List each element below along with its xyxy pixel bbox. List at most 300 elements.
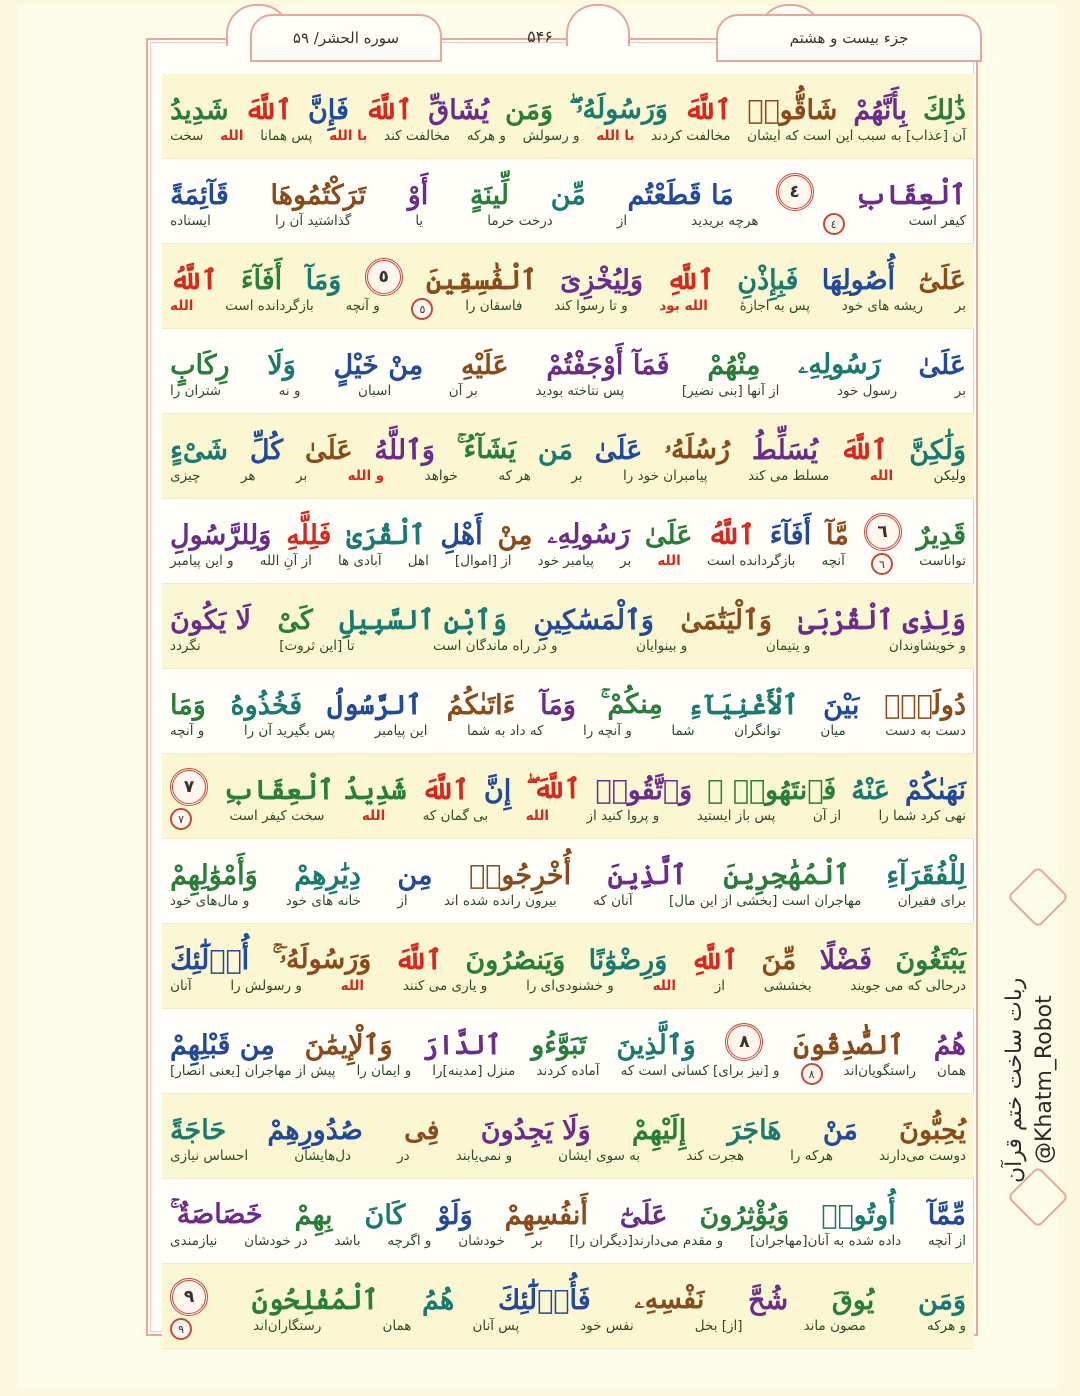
arabic-word: مَّآ — [825, 520, 849, 551]
translation-word: شتران را — [170, 383, 222, 399]
verse-line — [162, 499, 974, 584]
arabic-word: وَمَآ — [540, 690, 576, 721]
arabic-word: مَن — [537, 435, 573, 466]
translation-word: به سوی ایشان — [558, 1148, 641, 1164]
arabic-word: ٱللَّهُ — [707, 520, 755, 551]
arabic-word: لِّينَةٍ — [470, 180, 509, 211]
arabic-word: ٱللَّهَ — [244, 95, 292, 126]
arabic-word: أَنفُسِهِمْ — [504, 1200, 588, 1231]
translation-word: از آنِ الله — [259, 553, 312, 569]
arabic-word: كُلِّ — [249, 435, 284, 466]
translation-word: شما — [671, 723, 695, 739]
arabic-word: أُخْرِجُوا۟ — [468, 860, 572, 891]
arabic-line — [162, 754, 974, 806]
translation-word: درحالی که می جویند — [850, 978, 966, 994]
translation-word: آبادی ها — [337, 553, 382, 569]
persian-translation-line — [162, 551, 974, 581]
arabic-word: وَٱلْيَتَٰمَىٰ — [680, 605, 772, 636]
translation-word: و نمی‌یابند — [455, 1148, 513, 1164]
arabic-word: حَاجَةً — [170, 1115, 227, 1146]
translation-word: پس آنان — [472, 1318, 520, 1334]
arabic-word: وَلِذِى ٱلْقُرْبَىٰ — [798, 605, 966, 636]
arabic-word: ٱلْأَغْنِيَآءِ — [687, 690, 799, 721]
arabic-word: بِأَنَّهُمْ — [853, 95, 908, 126]
arabic-line — [162, 669, 974, 721]
translation-word: کیفر است — [908, 213, 966, 229]
arabic-word: ٱللَّهَ — [683, 95, 732, 126]
translation-word: از آنچه — [927, 1233, 966, 1249]
translation-word: و اگرچه — [387, 1233, 432, 1249]
translation-word: و مال‌های خود — [170, 893, 250, 909]
translation-word: و هرکه — [926, 1318, 966, 1334]
translation-word: و هرکه — [466, 128, 506, 144]
persian-translation-line — [162, 1146, 974, 1176]
persian-translation-line — [162, 976, 974, 1006]
ayah-number-small: ٤ — [823, 213, 845, 235]
translation-word: با الله — [596, 128, 635, 144]
translation-word: بازگردانده است — [706, 553, 796, 569]
translation-word: چیزی — [170, 468, 201, 484]
arabic-word: مِّمَّآ — [927, 1200, 966, 1231]
translation-word: فاسقان را — [465, 298, 523, 314]
persian-translation-line — [162, 296, 974, 326]
arabic-word: لَا يَكُونَ — [170, 605, 252, 636]
arabic-word: يُشَاقِّ — [428, 95, 490, 126]
translation-word: و یاری می کنند — [402, 978, 488, 994]
translation-word: مسلط می کند — [748, 468, 830, 484]
arabic-word: ٱلَّذِينَ — [607, 860, 687, 891]
translation-word: رسول خود — [836, 383, 898, 399]
translation-word: بر — [531, 1233, 543, 1249]
arabic-word: بَيْنَ — [823, 690, 860, 721]
persian-translation-line — [162, 1061, 974, 1091]
translation-word: خانه های خود — [285, 893, 361, 909]
arabic-word: وَرَسُولَهُۥٓ ۚ — [272, 944, 372, 975]
arabic-word: فَٱنتَهُوا۟ ۚ — [707, 775, 837, 806]
translation-word: بر — [620, 553, 632, 569]
translation-word: الله — [170, 298, 194, 314]
translation-word: دل‌هایشان — [294, 1148, 352, 1164]
verse-line — [162, 924, 974, 1009]
arabic-line — [162, 1094, 974, 1146]
ayah-number-small: ٨ — [801, 1063, 823, 1085]
persian-translation-line — [162, 466, 974, 496]
translation-word: بخششی — [763, 978, 812, 994]
arabic-word: أَهْلِ — [440, 520, 483, 551]
translation-word: الله — [657, 553, 681, 569]
translation-word: بر — [296, 468, 308, 484]
arabic-word: وَٱللَّهُ — [374, 435, 435, 466]
persian-translation-line — [162, 636, 974, 666]
translation-word: نفس خود — [580, 1318, 634, 1334]
arabic-word: مَنْ — [822, 1115, 858, 1146]
translation-word: تا [این ثروت] — [279, 638, 355, 654]
verse-line — [162, 159, 974, 244]
translation-word: ایستاده — [170, 213, 211, 229]
translation-word: و الله — [347, 468, 385, 484]
translation-word: پس همانا — [260, 128, 313, 144]
translation-word: هر که — [498, 468, 531, 484]
translation-word: با الله — [329, 128, 368, 144]
arabic-line — [162, 1179, 974, 1231]
arabic-word: وَلَا يَجِدُونَ — [480, 1115, 591, 1146]
translation-word: که داد به شما — [466, 723, 544, 739]
translation-word: از — [397, 893, 408, 909]
translation-word: الله — [525, 808, 550, 824]
arabic-word: مَا قَطَعْتُم — [627, 180, 734, 211]
translation-word: ولیکن — [933, 468, 966, 484]
arabic-word: فَبِإِذْنِ — [737, 265, 799, 296]
arabic-word: وَٱلْإِيمَٰنَ — [304, 1030, 393, 1061]
surah-label: سوره الحشر/ ۵۹ — [250, 14, 442, 62]
arabic-word: قَدِيرٌ — [916, 520, 966, 551]
arabic-word: مِنْ — [497, 520, 533, 551]
arabic-word: هَاجَرَ — [727, 1115, 782, 1146]
persian-translation-line — [162, 891, 974, 921]
arabic-word: مِن — [397, 860, 433, 891]
arabic-word: شَىْءٍ — [170, 435, 228, 466]
arabic-line — [162, 244, 974, 296]
arabic-word: ٱلرَّسُولُ — [326, 690, 422, 721]
arabic-word: ءَاتَىٰكُمُ — [446, 690, 516, 721]
persian-translation-line — [162, 381, 974, 411]
translation-word: بر آن — [448, 383, 478, 399]
persian-translation-line — [162, 211, 974, 241]
arabic-word: نَهَىٰكُمْ — [905, 775, 966, 806]
arabic-word: وَلَوْ — [437, 1200, 473, 1231]
arabic-word: ذَٰلِكَ — [922, 95, 966, 126]
arabic-word: مِن قَبْلِهِمْ — [170, 1030, 275, 1061]
arabic-word: فَضْلًا — [819, 945, 873, 976]
arabic-word: وَلَٰكِنَّ — [909, 435, 966, 466]
translation-word: الله — [220, 128, 244, 144]
verse-line — [162, 414, 974, 499]
arabic-word: يُوقَ — [831, 1285, 875, 1316]
ayah-number-small: ٦ — [871, 553, 893, 575]
translation-word: و آنچه — [170, 723, 205, 739]
arabic-word: أُصُولِهَا — [821, 265, 896, 296]
arabic-word: قَآئِمَةً — [170, 180, 229, 211]
translation-word: یا — [415, 213, 424, 229]
arabic-word: أَفَآءَ — [769, 520, 812, 551]
translation-word: راستگویان‌اند — [843, 1063, 917, 1079]
translation-word: نهی کرد شما را — [878, 808, 966, 824]
translation-word: سخت کیفر است — [229, 808, 325, 824]
arabic-line — [162, 1264, 974, 1316]
translation-word: اهل — [407, 553, 429, 569]
arabic-word: مِنْهُمْ — [707, 350, 761, 381]
translation-word: آنان — [170, 978, 192, 994]
translation-word: گذاشتید آن را — [274, 213, 352, 229]
translation-word: از [اموال] — [454, 553, 512, 569]
arabic-word: وَٱبْنِ ٱلسَّبِيلِ — [339, 605, 507, 636]
translation-word: مخالفت کردند — [651, 128, 731, 144]
arabic-word: فَلِلَّهِ — [286, 520, 332, 551]
persian-translation-line — [162, 806, 974, 836]
translation-word: هر — [240, 468, 256, 484]
translation-word: احساس نیازی — [170, 1148, 249, 1164]
translation-word: و در راه ماندگان است — [433, 638, 558, 654]
ayah-number-marker: ٦ — [864, 513, 902, 551]
arabic-line — [162, 499, 974, 551]
arabic-word: ٱللَّهَ — [394, 945, 443, 976]
translation-word: دوست می‌دارند — [879, 1148, 966, 1164]
translation-word: از — [616, 213, 628, 229]
arabic-line — [162, 159, 974, 211]
translation-word: الله — [361, 808, 386, 824]
arabic-word: عَلَىٰ — [594, 435, 643, 466]
arabic-word: لِلْفُقَرَآءِ — [886, 860, 966, 891]
arabic-word: ٱللَّهَ — [421, 775, 469, 806]
translation-word: باشد — [334, 1233, 361, 1249]
arabic-word: رُسُلَهُۥ — [664, 434, 731, 465]
arabic-word: مِّن — [550, 180, 586, 211]
translation-word: و نه — [278, 383, 301, 399]
arabic-word: يَبْتَغُونَ — [895, 945, 966, 976]
arabic-word: إِلَيْهِمْ — [631, 1115, 687, 1146]
arabic-word: وَمَن — [917, 1285, 966, 1316]
arabic-line — [162, 329, 974, 381]
translation-word: از آنها [بنی نضیر] — [681, 383, 780, 399]
ayah-number-marker: ٤ — [776, 173, 814, 211]
arabic-word: ٱللَّهِ — [666, 265, 714, 296]
arabic-word: ٱلصَّٰدِقُونَ — [793, 1030, 904, 1061]
ayah-number-marker: ٨ — [725, 1023, 763, 1061]
translation-word: بر — [571, 468, 583, 484]
translation-word: خودشان — [458, 1233, 505, 1249]
translation-word: هرچه بریدید — [691, 213, 759, 229]
translation-word: و [نیز برای] کسانی است که — [620, 1063, 780, 1079]
arabic-word: رَسُولِهِۦ — [547, 519, 630, 550]
verse-line — [162, 1009, 974, 1094]
translation-word: و تا رسوا کند — [554, 298, 628, 314]
arabic-word: هُمُ — [933, 1030, 966, 1061]
arabic-word: فَمَآ أَوْجَفْتُمْ — [546, 350, 670, 381]
arabic-word: عَلَيْهِ — [461, 350, 509, 381]
translation-word: و یتیمان — [765, 638, 811, 654]
translation-word: دست به دست — [885, 723, 966, 739]
arabic-word: مِنكُمْ ۚ — [600, 689, 663, 720]
ayah-number-small: ٧ — [170, 808, 192, 830]
arabic-word: مِنْ خَيْلٍ — [333, 350, 424, 381]
translation-word: اسبان — [358, 383, 392, 399]
translation-word: بر — [954, 383, 966, 399]
arabic-word: نَفْسِهِۦ — [634, 1284, 705, 1315]
arabic-word: ٱلْمُفْلِحُونَ — [251, 1285, 379, 1316]
translation-word: الله — [340, 978, 365, 994]
arabic-word: ٱلْمُهَٰجِرِينَ — [723, 860, 850, 891]
translation-word: و خویشاوندان — [888, 638, 966, 654]
translation-word: این پیامبر — [374, 723, 428, 739]
ayah-number-small: ٥ — [411, 298, 433, 320]
arabic-word: عَلَىٰٓ — [619, 1200, 668, 1231]
arabic-word: فَإِنَّ — [307, 95, 349, 126]
translation-word: الله — [652, 978, 676, 994]
arabic-word: أَوْ — [407, 180, 429, 211]
translation-word: در — [397, 1148, 410, 1164]
arabic-word: فَأُو۟لَٰٓئِكَ — [497, 1285, 591, 1316]
translation-word: و مقدم می‌دارند[دیگران را] — [569, 1233, 724, 1249]
arabic-line — [162, 924, 974, 976]
arabic-word: وَرَسُولَهُۥ ۖ — [569, 94, 668, 125]
arabic-line — [162, 74, 974, 126]
translation-word: الله — [869, 468, 894, 484]
arabic-word: دُولَةًۢ — [884, 690, 966, 721]
translation-word: ریشه های خود — [841, 298, 924, 314]
arabic-word: وَمَآ — [305, 265, 342, 296]
arabic-word: يُسَلِّطُ — [751, 435, 819, 466]
translation-word: تواناست — [919, 553, 966, 569]
translation-word: الله بود — [659, 298, 708, 314]
translation-word: برای فقیران — [897, 893, 966, 909]
arabic-line — [162, 414, 974, 466]
translation-word: درخت خرما — [487, 213, 553, 229]
arabic-word: وَمَن — [505, 95, 554, 126]
arabic-word: فَخُذُوهُ — [230, 690, 303, 721]
arabic-word: ٱلْفَٰسِقِينَ — [426, 265, 537, 296]
translation-word: از آن — [812, 808, 842, 824]
translation-word: و آنچه — [345, 298, 380, 314]
arabic-line — [162, 584, 974, 636]
ayah-number-marker: ٧ — [170, 768, 208, 806]
arabic-word: أُوتُوا۟ — [821, 1200, 896, 1231]
translation-word: آنچه — [821, 553, 845, 569]
translation-word: و ایمان را — [356, 1063, 412, 1079]
arabic-word: ٱللَّهَ — [839, 435, 888, 466]
arabic-word: عَلَىٰ — [918, 350, 966, 381]
watermark-title: ربات ساخت ختم قرآن — [1002, 977, 1027, 1183]
translation-word: [از] بخل — [694, 1318, 743, 1334]
arabic-word: وَٱتَّقُوا۟ — [595, 775, 693, 806]
verse-line — [162, 839, 974, 924]
arabic-word: مِّنَ — [761, 945, 797, 976]
translation-word: بر — [954, 298, 966, 314]
verse-line — [162, 1094, 974, 1179]
translation-word: پس به اجازهٔ — [739, 298, 811, 314]
arabic-word: ٱللَّهُ — [170, 265, 218, 296]
persian-translation-line — [162, 1316, 974, 1346]
arabic-word: رَسُولِهِۦ — [798, 349, 881, 380]
persian-translation-line — [162, 721, 974, 751]
arabic-line — [162, 839, 974, 891]
ayah-number-marker: ٩ — [170, 1278, 208, 1316]
persian-translation-line — [162, 126, 974, 156]
arabic-word: وَٱلَّذِينَ — [616, 1030, 696, 1061]
translation-word: سخت — [170, 128, 204, 144]
arabic-word: ٱللَّهِ — [690, 945, 739, 976]
arabic-word: عَلَىٰٓ — [918, 265, 966, 296]
verse-line — [162, 244, 974, 329]
translation-word: آنان که — [593, 893, 633, 909]
page-number: ۵۴۶ — [527, 26, 553, 46]
quran-text-area — [162, 74, 974, 1336]
arabic-word: وَيَنصُرُونَ — [465, 945, 566, 976]
arabic-word: وَلِلرَّسُولِ — [170, 520, 272, 551]
translation-word: و رسولش — [522, 128, 580, 144]
arabic-word: ٱللَّهَ ۖ — [526, 774, 581, 805]
translation-word: مصون ماند — [803, 1318, 866, 1334]
translation-word: توانگران — [734, 723, 781, 739]
translation-word: پس نتاخته بودید — [535, 383, 625, 399]
arabic-word: وَمَا — [170, 690, 206, 721]
verse-line — [162, 754, 974, 839]
translation-word: و رسولش را — [230, 978, 302, 994]
translation-word: همان — [937, 1063, 966, 1079]
arabic-word: تَرَكْتُمُوهَا — [270, 180, 366, 211]
arabic-word: شَدِيدُ ٱلْعِقَابِ — [223, 775, 407, 806]
juz-label: جزء بیست و هشتم — [716, 14, 982, 62]
watermark-handle: @Khatm_Robot — [1032, 995, 1057, 1165]
verse-line — [162, 1264, 974, 1349]
arabic-word: يُحِبُّونَ — [899, 1115, 966, 1146]
arabic-word: عَنْهُ — [851, 775, 891, 806]
translation-word: و پروا کنید از — [586, 808, 660, 824]
translation-word: آن [عذاب] به سبب این است که ایشان — [747, 128, 966, 144]
translation-word: مهاجران است [بخشی از این مال] — [669, 893, 862, 909]
translation-word: بی گمان که — [422, 808, 489, 824]
arabic-word: عَلَىٰ — [644, 520, 693, 551]
translation-word: همان — [382, 1318, 412, 1334]
arabic-word: وَرِضْوَٰنًا — [588, 945, 668, 976]
translation-word: از — [714, 978, 726, 994]
arabic-word: خَصَاصَةٌ ۚ — [170, 1199, 263, 1230]
arabic-word: شُحَّ — [748, 1285, 789, 1316]
ayah-number-small: ٩ — [170, 1318, 192, 1340]
translation-word: آماده کردند — [536, 1063, 600, 1079]
translation-word: و این پیامبر — [170, 553, 234, 569]
arabic-word: شَدِيدُ — [170, 95, 229, 126]
arabic-word: صُدُورِهِمْ — [267, 1115, 363, 1146]
arabic-word: تَبَوَّءُو — [531, 1030, 587, 1061]
arabic-word: وَلَا — [267, 350, 296, 381]
translation-word: بازگردانده است — [225, 298, 314, 314]
arabic-word: أُو۟لَٰٓئِكَ — [170, 945, 250, 976]
arabic-word: وَٱلْمَسَٰكِينِ — [533, 605, 654, 636]
translation-word: پس بگیرید آن را — [243, 723, 336, 739]
translation-word: بیرون رانده شده اند — [443, 893, 557, 909]
arabic-word: بِهِمْ — [294, 1200, 333, 1231]
arabic-word: رِكَابٍ — [170, 350, 230, 381]
persian-translation-line — [162, 1231, 974, 1261]
ayah-number-marker: ٥ — [365, 258, 403, 296]
translation-word: پیامبر خود — [537, 553, 594, 569]
verse-line — [162, 74, 974, 159]
arabic-word: عَلَىٰ — [305, 435, 353, 466]
verse-line — [162, 1179, 974, 1264]
translation-word: و آنچه را — [583, 723, 632, 739]
translation-word: پیامبران خود را — [623, 468, 708, 484]
arabic-line — [162, 1009, 974, 1061]
translation-word: و خشنودی‌ای را — [526, 978, 614, 994]
arabic-word: وَيُؤْثِرُونَ — [699, 1200, 790, 1231]
arabic-word: هُمُ — [422, 1285, 455, 1316]
arabic-word: ٱلدَّارَ — [422, 1030, 502, 1061]
arabic-word: أَفَآءَ — [240, 265, 283, 296]
arabic-word: ٱلْقُرَىٰ — [346, 520, 426, 551]
translation-word: منزل [مدینه]را — [432, 1063, 516, 1079]
arabic-word: يَشَآءُ ۚ — [456, 434, 517, 465]
arabic-word: ٱللَّهَ — [364, 95, 413, 126]
translation-word: نگردد — [170, 638, 201, 654]
translation-word: پس باز ایستید — [696, 808, 776, 824]
translation-word: در خودشان — [244, 1233, 308, 1249]
translation-word: هجرت کند — [686, 1148, 745, 1164]
verse-line — [162, 329, 974, 414]
translation-word: نیازمندی — [170, 1233, 218, 1249]
arabic-word: كَانَ — [364, 1200, 406, 1231]
translation-word: رستگاران‌اند — [253, 1318, 322, 1334]
translation-word: هرکه را — [790, 1148, 833, 1164]
